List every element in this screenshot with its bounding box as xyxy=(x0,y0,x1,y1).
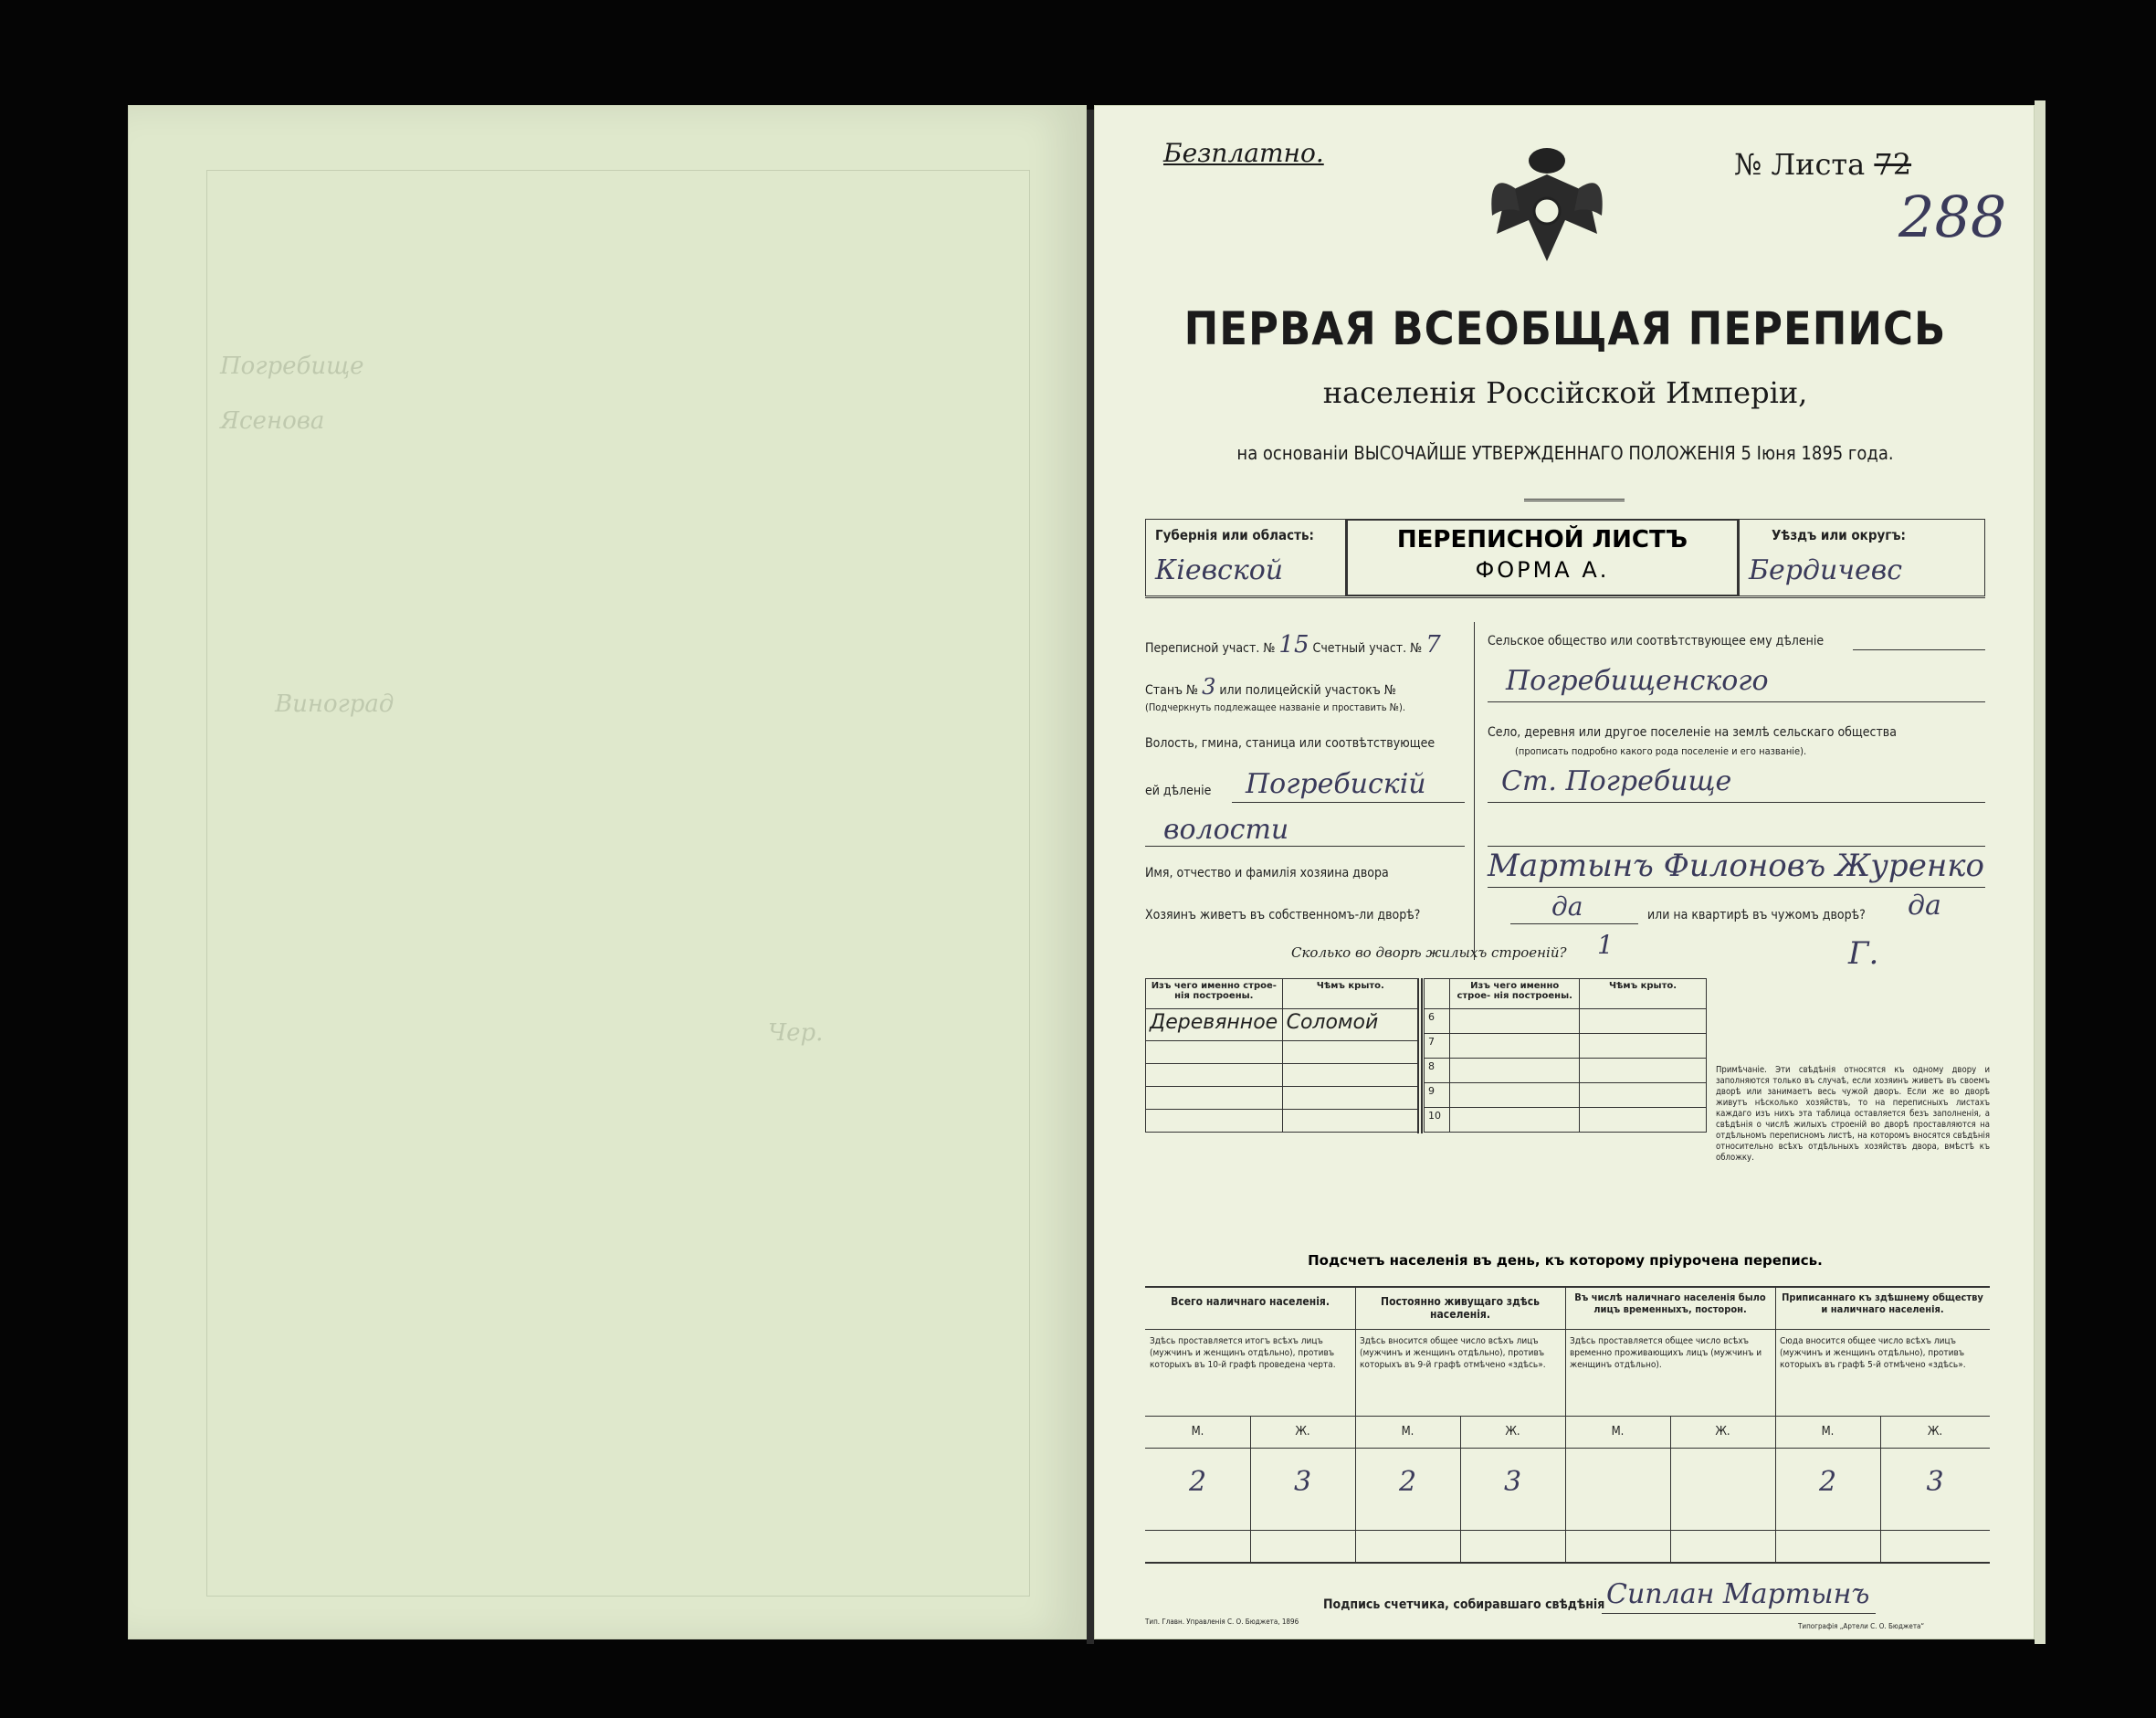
summary-col1-title: Всего наличнаго населенія. xyxy=(1171,1295,1330,1308)
left-page-frame xyxy=(206,170,1030,1597)
summary-line xyxy=(1145,1329,1990,1330)
counting-section-value: 7 xyxy=(1425,631,1441,659)
signature-label: Подпись счетчика, собиравшаго свѣдѣнія xyxy=(1323,1597,1605,1612)
form-title: ПЕРЕПИСНОЙ ЛИСТЪ xyxy=(1396,526,1688,553)
village-underline-1 xyxy=(1488,802,1985,803)
census-section-label: Переписной участ. № xyxy=(1145,641,1276,656)
m-header: М. xyxy=(1611,1425,1625,1439)
free-label: Безплатно. xyxy=(1163,138,1324,168)
table-double-divider xyxy=(1417,978,1423,1133)
summary-col3-desc: Здѣсь проставляется общее число всѣхъ временно проживающихъ лицъ (мужчинъ и женщинъ отдѣльно). xyxy=(1570,1336,1762,1370)
buildings-col-roof-2: Чѣмъ крыто. xyxy=(1580,979,1707,1009)
coat-of-arms-icon xyxy=(1478,133,1615,270)
province-value: Кіевской xyxy=(1155,554,1284,586)
rented-value: да xyxy=(1908,890,1941,922)
registered-male-value: 2 xyxy=(1818,1466,1837,1498)
summary-line xyxy=(1145,1448,1990,1449)
f-header: Ж. xyxy=(1295,1425,1310,1439)
buildings-entry-roof: Соломой xyxy=(1286,1011,1379,1034)
society-label: Сельское общество или соотвѣтствующее ему дѣленіе xyxy=(1488,634,1825,648)
table-row xyxy=(1425,1083,1707,1108)
buildings-col-material-2: Изъ чего именно строе- нія построены. xyxy=(1450,979,1580,1009)
village-note: (прописать подробно какого рода поселеніе и его названіе). xyxy=(1515,745,1807,757)
f-header: Ж. xyxy=(1715,1425,1730,1439)
counting-section-label: Счетный участ. № xyxy=(1312,641,1423,656)
printer-left: Тип. Главн. Управленія С. О. Бюджета, 1896 xyxy=(1145,1618,1299,1626)
subtitle: населенія Россійской Имперіи, xyxy=(1322,375,1808,410)
signature-value: Сиплан Мартынъ xyxy=(1606,1578,1870,1610)
table-row xyxy=(1146,1041,1419,1064)
summary-col1-desc: Здѣсь проставляется итогъ всѣхъ лицъ (мужчинъ и женщинъ отдѣльно), противъ которыхъ въ 10-й графѣ проведена черта. xyxy=(1150,1336,1336,1370)
table-row xyxy=(1425,1108,1707,1133)
volost-underline xyxy=(1232,802,1465,803)
sheet-number-printed: 72 xyxy=(1874,147,1912,182)
total-female-value: 3 xyxy=(1293,1466,1312,1498)
stan-row xyxy=(1145,674,1396,700)
district-value: Бердичевс xyxy=(1749,554,1903,586)
buildings-table-right xyxy=(1424,978,1707,1133)
bleed-text-1: Погребище xyxy=(220,353,364,380)
book-spine xyxy=(1087,110,1094,1644)
buildings-table-left xyxy=(1145,978,1419,1133)
row-number: 7 xyxy=(1425,1034,1450,1059)
summary-table xyxy=(1145,1286,1990,1564)
table-row xyxy=(1425,1034,1707,1059)
police-note: (Подчеркнуть подлежащее названіе и проставить №). xyxy=(1145,701,1405,713)
owner-name-value: Мартынъ Филоновъ Журенко xyxy=(1488,848,1984,884)
village-label: Село, деревня или другое поселеніе на землѣ сельскаго общества xyxy=(1488,725,1897,740)
buildings-mark: Г. xyxy=(1848,935,1879,972)
total-male-value: 2 xyxy=(1188,1466,1207,1498)
district-box xyxy=(1739,519,1985,596)
summary-col2-desc: Здѣсь вносится общее число всѣхъ лицъ (мужчинъ и женщинъ отдѣльно), противъ которыхъ въ 9-й графѣ отмѣчено «здѣсь». xyxy=(1360,1336,1546,1370)
own-yard-label: Хозяинъ живетъ въ собственномъ-ли дворѣ? xyxy=(1145,908,1421,922)
buildings-entry-material: Деревянное xyxy=(1150,1011,1278,1034)
buildings-value: 1 xyxy=(1597,930,1614,960)
row-number: 6 xyxy=(1425,1009,1450,1034)
stan-label: Станъ № xyxy=(1145,683,1199,698)
owner-name-label: Имя, отчество и фамилія хозяина двора xyxy=(1145,866,1389,880)
note-text: Примѣчаніе. Эти свѣдѣнія относятся къ одному двору и заполняются только въ случаѣ, если хозяинъ живетъ въ своемъ дворѣ или занимаетъ весь чужой дворъ. Если же во дворѣ живутъ нѣсколько хозяйствъ, то на переписныхъ листахъ каждаго изъ нихъ эта таблица оставляется безъ заполненія, а свѣдѣнія о числѣ жилыхъ строеній во дворѣ проставляются на отдѣльномъ переписномъ листѣ, на которомъ вносятся свѣдѣнія относительно всѣхъ отдѣльныхъ хозяйствъ двора, вмѣстѣ къ обложку. xyxy=(1716,1065,1990,1163)
summary-title: Подсчетъ населенія въ день, къ которому пріурочена перепись. xyxy=(1308,1252,1823,1269)
table-row xyxy=(1425,1059,1707,1083)
f-header: Ж. xyxy=(1505,1425,1520,1439)
m-header: М. xyxy=(1191,1425,1204,1439)
table-row xyxy=(1146,1087,1419,1110)
province-label: Губернія или область: xyxy=(1155,527,1314,543)
stan-value: 3 xyxy=(1202,674,1216,700)
form-title-box xyxy=(1346,519,1739,596)
volost-label: Волость, гмина, станица или соотвѣтствующее xyxy=(1145,736,1436,751)
f-header: Ж. xyxy=(1927,1425,1943,1439)
left-page xyxy=(128,105,1087,1639)
row-number: 8 xyxy=(1425,1059,1450,1083)
province-box xyxy=(1145,519,1346,596)
table-row xyxy=(1146,1009,1419,1041)
census-section-row xyxy=(1145,631,1441,659)
table-row xyxy=(1146,1064,1419,1087)
summary-line xyxy=(1145,1416,1990,1417)
volost-underline-2 xyxy=(1145,846,1465,847)
buildings-label: Сколько во дворѣ жилыхъ строеній? xyxy=(1291,944,1567,961)
bleed-text-2: Ясенова xyxy=(220,407,325,435)
permanent-male-value: 2 xyxy=(1398,1466,1417,1498)
sheet-number-label xyxy=(1734,147,1911,182)
buildings-col-roof: Чѣмъ крыто. xyxy=(1282,979,1418,1009)
page-stack-edge xyxy=(2035,100,2046,1644)
census-section-value: 15 xyxy=(1278,631,1309,659)
registered-female-value: 3 xyxy=(1926,1466,1944,1498)
owner-name-underline xyxy=(1488,887,1985,888)
field-divider xyxy=(1474,622,1475,960)
volost-value-2: волости xyxy=(1163,814,1289,846)
village-value: Ст. Погребище xyxy=(1501,765,1732,797)
ornament-divider xyxy=(1524,499,1625,501)
summary-col2-title: Постоянно живущаго здѣсь населенія. xyxy=(1381,1295,1540,1321)
district-label: Уѣздъ или округъ: xyxy=(1772,527,1906,543)
own-yard-value: да xyxy=(1551,891,1583,922)
summary-col4-title: Приписаннаго къ здѣшнему обществу и наличнаго населенія. xyxy=(1782,1291,1983,1315)
main-title: ПЕРВАЯ ВСЕОБЩАЯ ПЕРЕПИСЬ xyxy=(1183,302,1947,355)
row-number: 9 xyxy=(1425,1083,1450,1108)
bleed-text-3: Виноград xyxy=(275,690,394,718)
police-label: или полицейскій участокъ № xyxy=(1219,683,1396,698)
form-name: ФОРМА А. xyxy=(1475,557,1610,583)
basis-line: на основаніи ВЫСОЧАЙШЕ УТВЕРЖДЕННАГО ПОЛОЖЕНІЯ 5 Іюня 1895 года. xyxy=(1236,442,1894,464)
sheet-number-handwritten: 288 xyxy=(1898,184,2007,250)
row-number: 10 xyxy=(1425,1108,1450,1133)
buildings-col-material: Изъ чего именно строе- нія построены. xyxy=(1146,979,1283,1009)
summary-col4-desc: Сюда вносится общее число всѣхъ лицъ (мужчинъ и женщинъ отдѣльно), противъ которыхъ въ графѣ 5-й отмѣчено «здѣсь». xyxy=(1780,1336,1966,1370)
summary-line xyxy=(1145,1530,1990,1531)
society-value: Погребищенского xyxy=(1506,665,1769,697)
rented-label: или на квартирѣ въ чужомъ дворѣ? xyxy=(1647,908,1866,922)
volost-label-2: ей дѣленіе xyxy=(1145,784,1212,798)
own-yard-underline xyxy=(1510,923,1638,924)
row-num-header xyxy=(1425,979,1450,1009)
permanent-female-value: 3 xyxy=(1503,1466,1522,1498)
printer-right: Типографія „Артели С. О. Бюджета“ xyxy=(1798,1622,1925,1630)
sheet-number-label-text: № Листа xyxy=(1734,147,1866,182)
society-underline-1 xyxy=(1853,649,1985,650)
summary-col3-title: Въ числѣ наличнаго населенія было лицъ временныхъ, посторон. xyxy=(1574,1291,1766,1315)
m-header: М. xyxy=(1821,1425,1835,1439)
society-underline-2 xyxy=(1488,701,1985,702)
table-row xyxy=(1146,1110,1419,1133)
village-underline-2 xyxy=(1488,846,1985,847)
m-header: М. xyxy=(1401,1425,1415,1439)
volost-value: Погребискій xyxy=(1246,768,1426,800)
bleed-text-4: Чер. xyxy=(768,1019,824,1047)
table-row xyxy=(1425,1009,1707,1034)
signature-underline xyxy=(1602,1613,1876,1614)
census-form-page xyxy=(1094,105,2035,1639)
